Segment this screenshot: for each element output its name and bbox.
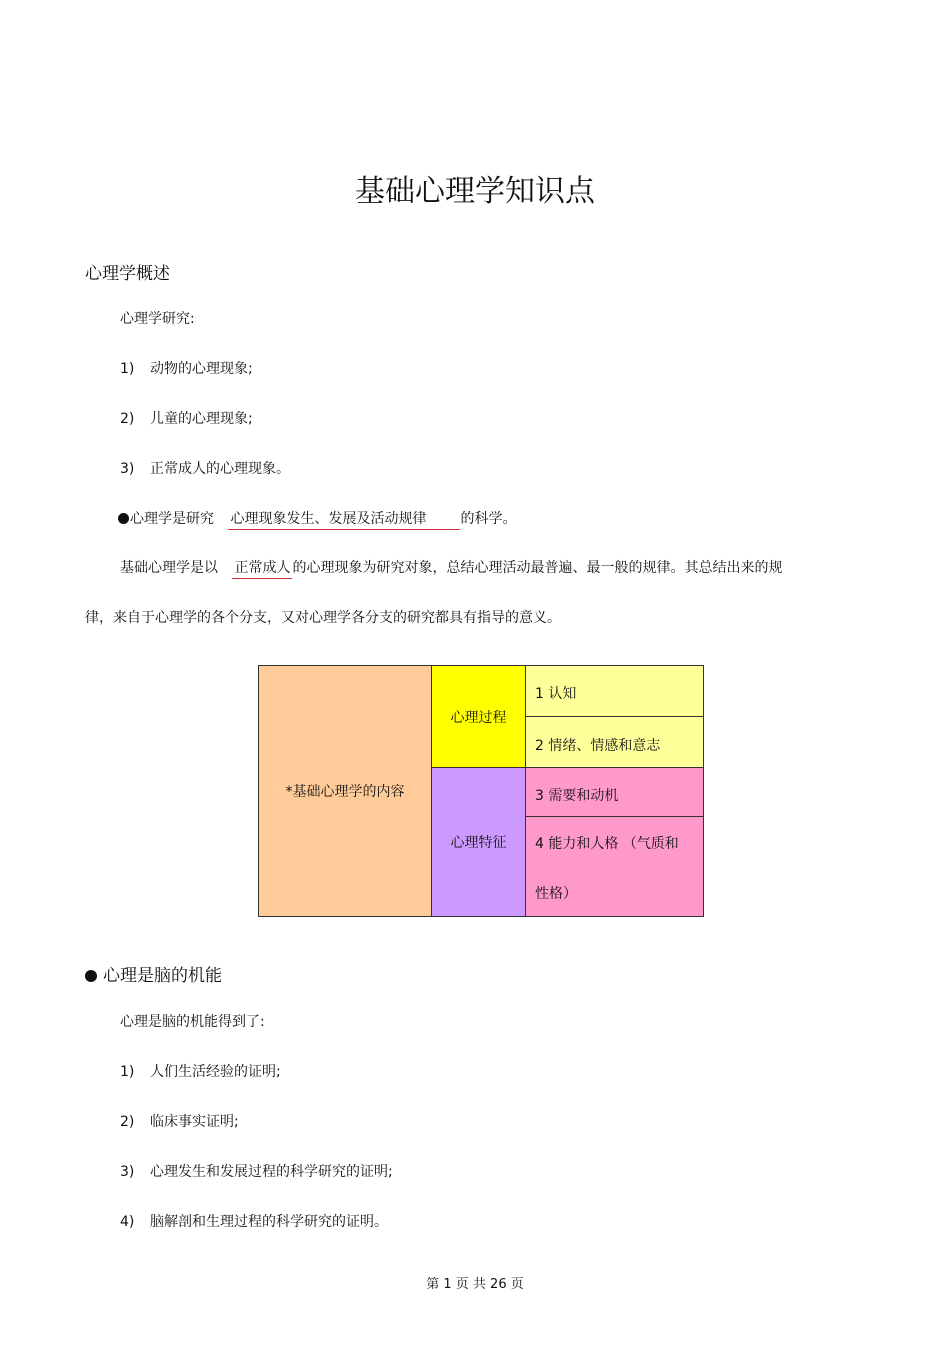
table-group-trait xyxy=(431,767,526,917)
document-title: 基础心理学知识点 xyxy=(355,174,595,209)
table-group-process xyxy=(431,665,526,768)
list-text: 人们生活经验的证明; xyxy=(150,1064,281,1080)
table-leaf-label: 3 需要和动机 xyxy=(535,788,619,804)
list-number: 1) xyxy=(120,1064,135,1080)
list-number: 1) xyxy=(120,361,135,377)
table-leaf-needs xyxy=(525,767,704,817)
definition-suffix: 的科学。 xyxy=(460,511,517,527)
research-intro: 心理学研究: xyxy=(120,311,195,327)
table-leaf-label: 1 认知 xyxy=(535,686,577,702)
list-text: 临床事实证明; xyxy=(150,1114,239,1130)
table-group-label: 心理过程 xyxy=(450,709,507,726)
paragraph-line-2: 律，来自于心理学的各个分支，又对心理学各分支的研究都具有指导的意义。 xyxy=(85,610,561,626)
table-leaf-label: 性格） xyxy=(535,886,577,902)
table-leaf-emotion xyxy=(525,716,704,768)
table-root-cell xyxy=(258,665,432,917)
list-text: 儿童的心理现象; xyxy=(150,411,253,427)
table-leaf-label: 2 情绪、情感和意志 xyxy=(535,738,661,754)
list-number: 3) xyxy=(120,1164,135,1180)
definition-line xyxy=(118,508,516,530)
table-leaf-cognition xyxy=(525,665,704,717)
list-number: 3) xyxy=(120,461,135,477)
brain-intro: 心理是脑的机能得到了: xyxy=(120,1014,265,1030)
list-text: 脑解剖和生理过程的科学研究的证明。 xyxy=(150,1214,388,1230)
paragraph-underlined: 正常成人 xyxy=(232,557,292,579)
definition-underlined: 心理现象发生、发展及活动规律 xyxy=(228,508,460,530)
section-heading-brain xyxy=(85,961,222,986)
list-item xyxy=(120,458,290,478)
definition-prefix: 心理学是研究 xyxy=(130,511,214,527)
table-leaf-ability xyxy=(525,816,704,917)
content-table xyxy=(258,665,704,917)
bullet-icon xyxy=(85,970,97,982)
list-item xyxy=(120,408,253,428)
paragraph-line-1 xyxy=(120,557,782,579)
table-group-label: 心理特征 xyxy=(450,835,507,851)
paragraph-rest: 的心理现象为研究对象，总结心理活动最普遍、最一般的规律。其总结出来的规 xyxy=(292,560,783,576)
list-item xyxy=(120,1211,388,1231)
list-item xyxy=(120,358,253,378)
table-root-label: *基础心理学的内容 xyxy=(285,784,405,800)
list-text: 动物的心理现象; xyxy=(150,361,253,377)
section-heading-overview: 心理学概述 xyxy=(85,264,170,284)
list-item xyxy=(120,1061,281,1081)
list-text: 正常成人的心理现象。 xyxy=(150,461,290,477)
section-heading-text: 心理是脑的机能 xyxy=(103,966,222,986)
list-item xyxy=(120,1111,239,1131)
table-leaf-label: 4 能力和人格 （气质和 xyxy=(535,836,679,852)
list-number: 4) xyxy=(120,1214,135,1230)
list-number: 2) xyxy=(120,1114,135,1130)
list-item xyxy=(120,1161,393,1181)
page-footer: 第 1 页 共 26 页 xyxy=(426,1277,524,1292)
bullet-icon xyxy=(118,513,129,524)
list-text: 心理发生和发展过程的科学研究的证明; xyxy=(150,1164,393,1180)
paragraph-prefix: 基础心理学是以 xyxy=(120,560,218,576)
list-number: 2) xyxy=(120,411,135,427)
